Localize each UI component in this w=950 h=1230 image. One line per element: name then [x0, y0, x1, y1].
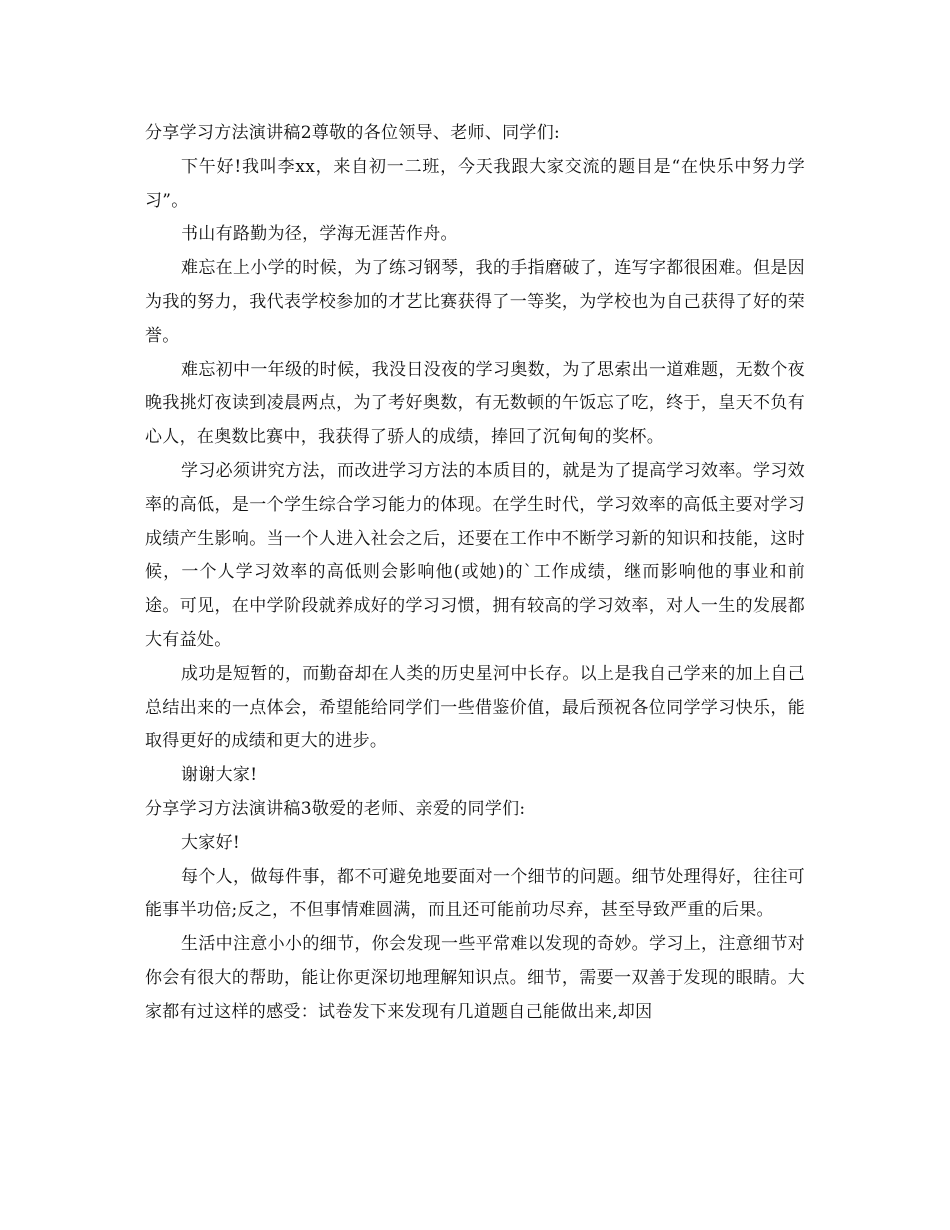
paragraph: 生活中注意小小的细节，你会发现一些平常难以发现的奇妙。学习上，注意细节对你会有很大的帮助，能让你更深切地理解知识点。细节，需要一双善于发现的眼睛。大家都有过这样的感受：试卷发下来发现有几道题自己能做出来,却因 [145, 934, 805, 1022]
document-body [145, 117, 805, 1030]
paragraph: 成功是短暂的，而勤奋却在人类的历史星河中长存。以上是我自己学来的加上自己总结出来的一点体会，希望能给同学们一些借鉴价值，最后预祝各位同学学习快乐，能取得更好的成绩和更大的进步。 [145, 663, 805, 752]
section-heading: 分享学习方法演讲稿3敬爱的老师、亲爱的同学们: [145, 798, 526, 819]
section-heading: 分享学习方法演讲稿2尊敬的各位领导、老师、同学们: [145, 123, 561, 143]
paragraph: 每个人，做每件事，都不可避免地要面对一个细节的问题。细节处理得好，往往可能事半功倍;反之，不但事情难圆满，而且还可能前功尽弃，甚至导致严重的后果。 [145, 866, 805, 921]
paragraph: 谢谢大家! [181, 765, 258, 786]
paragraph: 难忘初中一年级的时候，我没日没夜的学习奥数，为了思索出一道难题，无数个夜晚我挑灯夜读到凌晨两点，为了考好奥数，有无数顿的午饭忘了吃，终于，皇天不负有心人，在奥数比赛中，我获得了骄人的成绩，捧回了沉甸甸的奖杯。 [145, 359, 805, 448]
paragraph: 书山有路勤为径，学海无涯苦作舟。 [181, 224, 458, 245]
paragraph: 学习必须讲究方法，而改进学习方法的本质目的，就是为了提高学习效率。学习效率的高低，是一个学生综合学习能力的体现。在学生时代，学习效率的高低主要对学习成绩产生影响。当一个人进入社会之后，还要在工作中不断学习新的知识和技能，这时候，一个人学习效率的高低则会影响他(或她)的`工作成绩，继而影响他的事业和前途。可见，在中学阶段就养成好的学习习惯，拥有较高的学习效率，对人一生的发展都大有益处。 [145, 460, 805, 650]
paragraph: 下午好!我叫李xx，来自初一二班，今天我跟大家交流的题目是“在快乐中努力学习”。 [145, 156, 805, 211]
paragraph: 难忘在上小学的时候，为了练习钢琴，我的手指磨破了，连写字都很困难。但是因为我的努力，我代表学校参加的才艺比赛获得了一等奖，为学校也为自己获得了好的荣誉。 [145, 258, 805, 346]
paragraph: 大家好! [181, 832, 241, 853]
